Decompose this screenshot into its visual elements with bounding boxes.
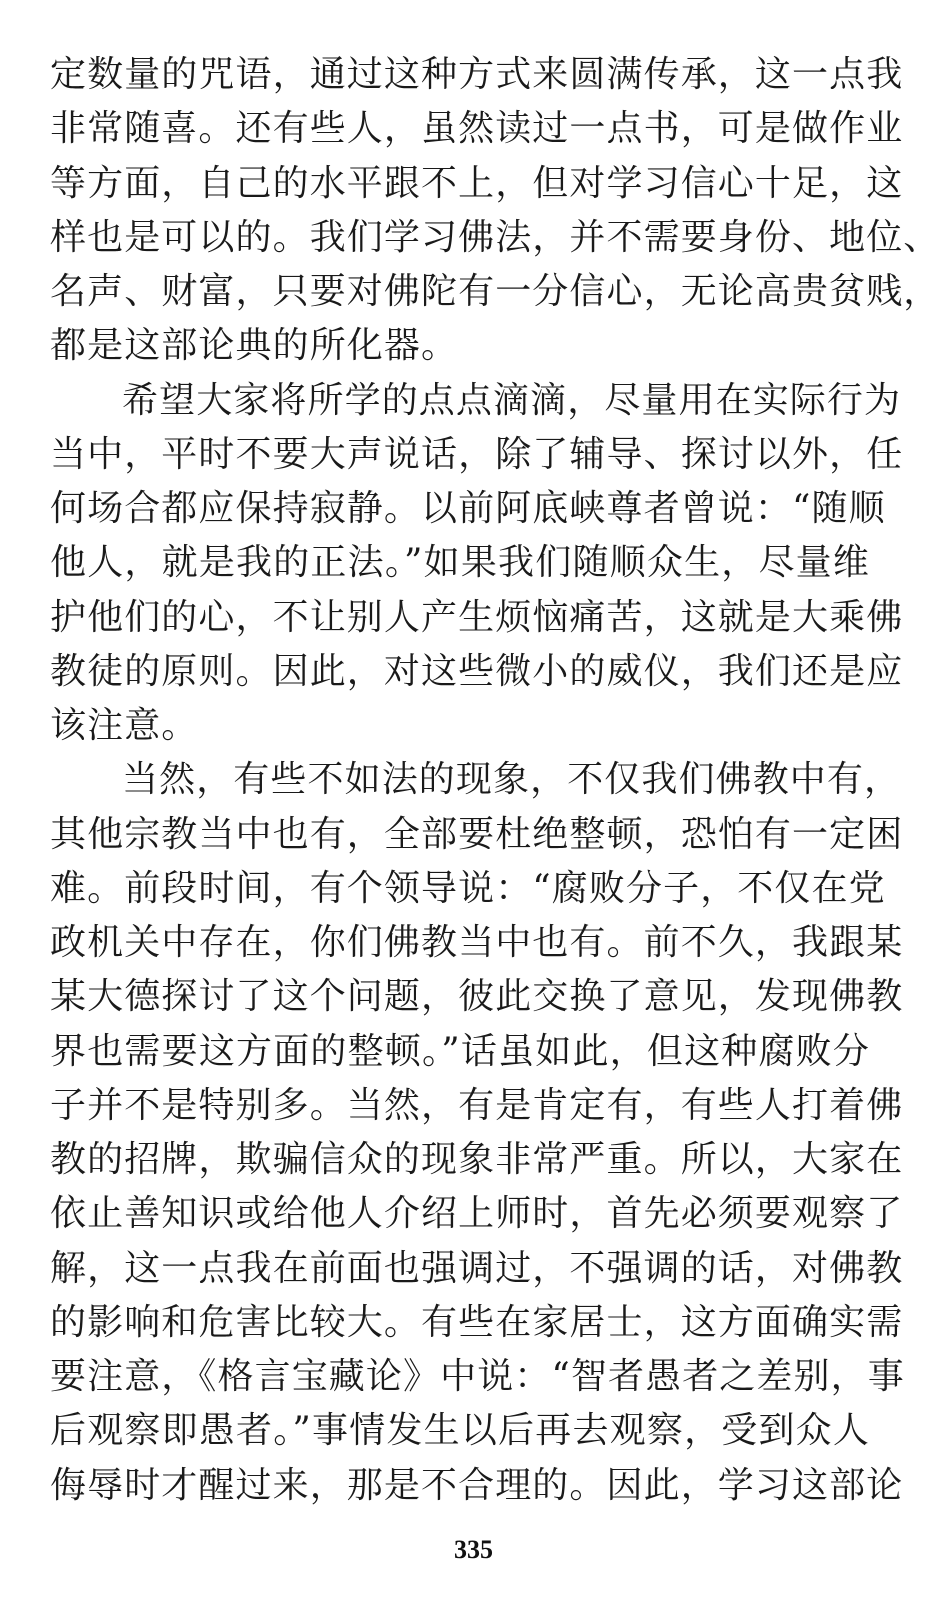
text-line: 名声、财富，只要对佛陀有一分信心，无论高贵贫贱， [50,271,941,312]
text-line: 政机关中存在，你们佛教当中也有。前不久，我跟某 [50,922,904,963]
text-line: 界也需要这方面的整顿。”话虽如此，但这种腐败分 [50,1030,870,1072]
text-line: 何场合都应保持寂静。以前阿底峡尊者曾说：“随顺 [50,488,886,529]
paragraph-start-line: 希望大家将所学的点点滴滴，尽量用在实际行为 [122,379,902,421]
page-number: 335 [454,1535,493,1564]
text-line: 解，这一点我在前面也强调过，不强调的话，对佛教 [50,1247,904,1289]
text-line: 定数量的咒语，通过这种方式来圆满传承，这一点我 [50,54,904,95]
text-line: 他人，就是我的正法。”如果我们随顺众生，尽量维 [50,542,870,584]
text-line: 依止善知识或给他人介绍上师时，首先必须要观察了 [50,1193,904,1235]
text-line: 子并不是特别多。当然，有是肯定有，有些人打着佛 [50,1084,904,1126]
text-line: 当中，平时不要大声说话，除了辅导、探讨以外，任 [50,433,904,475]
text-line: 的影响和危害比较大。有些在家居士，这方面确实需 [50,1301,904,1343]
text-line: 教的招牌，欺骗信众的现象非常严重。所以，大家在 [50,1139,904,1180]
text-line: 后观察即愚者。”事情发生以后再去观察，受到众人 [50,1410,870,1452]
text-line: 某大德探讨了这个问题，彼此交换了意见，发现佛教 [50,976,904,1018]
text-line: 该注意。 [50,705,199,746]
text-line: 非常随喜。还有些人，虽然读过一点书，可是做作业 [50,108,904,150]
paragraph-start-line: 当然，有些不如法的现象，不仅我们佛教中有， [122,759,902,801]
text-line: 样也是可以的。我们学习佛法，并不需要身份、地位、 [50,216,941,258]
text-line: 侮辱时才醒过来，那是不合理的。因此，学习这部论 [50,1464,904,1506]
text-line: 都是这部论典的所化器。 [50,325,459,367]
text-line: 护他们的心，不让别人产生烦恼痛苦，这就是大乘佛 [50,596,904,638]
text-line: 难。前段时间，有个领导说：“腐败分子，不仅在党 [50,867,886,909]
text-line: 要注意，《格言宝藏论》中说：“智者愚者之差别，事 [50,1356,905,1397]
text-line: 教徒的原则。因此，对这些微小的威仪，我们还是应 [50,650,904,692]
text-line: 其他宗教当中也有，全部要杜绝整顿，恐怕有一定困 [50,813,904,855]
body-text [50,48,941,1513]
text-line: 等方面，自己的水平跟不上，但对学习信心十足，这 [50,162,904,204]
